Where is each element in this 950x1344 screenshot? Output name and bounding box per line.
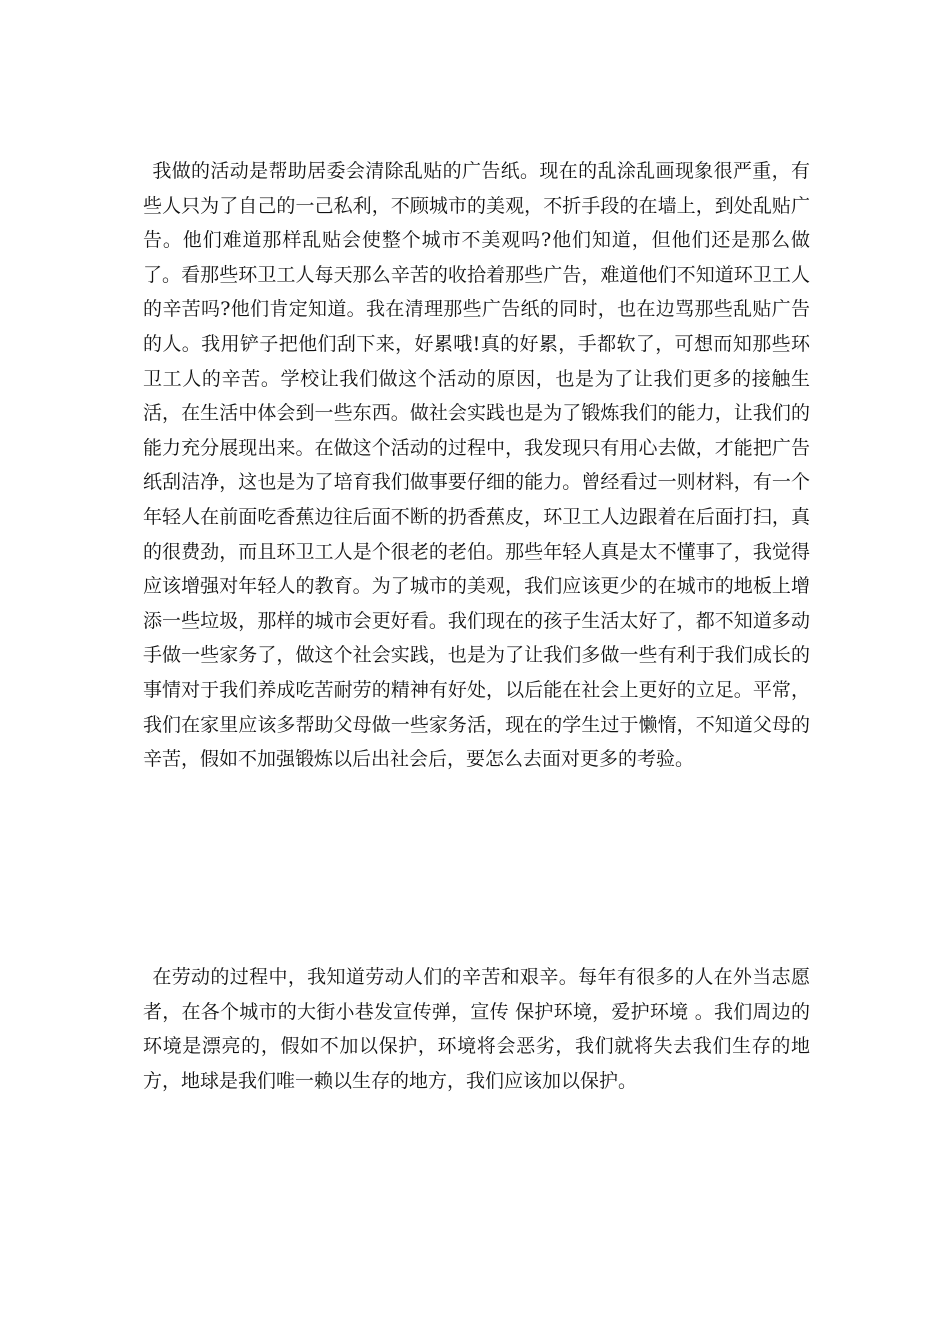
- paragraph-2: [143, 960, 810, 1098]
- paragraph-1: [143, 154, 810, 777]
- paragraph-1-text: 我做的活动是帮助居委会清除乱贴的广告纸。现在的乱涂乱画现象很严重，有些人只为了自己的一己私利，不顾城市的美观，不折手段的在墙上，到处乱贴广告。他们难道那样乱贴会使整个城市不美观吗?他们知道，但他们还是那么做了。看那些环卫工人每天那么辛苦的收拾着那些广告，难道他们不知道环卫工人的辛苦吗?他们肯定知道。我在清理那些广告纸的同时，也在边骂那些乱贴广告的人。我用铲子把他们刮下来，好累哦!真的好累，手都软了，可想而知那些环卫工人的辛苦。学校让我们做这个活动的原因，也是为了让我们更多的接触生活，在生活中体会到一些东西。做社会实践也是为了锻炼我们的能力，让我们的能力充分展现出来。在做这个活动的过程中，我发现只有用心去做，才能把广告纸刮洁净，这也是为了培育我们做事要仔细的能力。曾经看过一则材料，有一个年轻人在前面吃香蕉边往后面不断的扔香蕉皮，环卫工人边跟着在后面打扫，真的很费劲，而且环卫工人是个很老的老伯。那些年轻人真是太不懂事了，我觉得应该增强对年轻人的教育。为了城市的美观，我们应该更少的在城市的地板上增添一些垃圾，那样的城市会更好看。我们现在的孩子生活太好了，都不知道多动手做一些家务了，做这个社会实践，也是为了让我们多做一些有利于我们成长的事情对于我们养成吃苦耐劳的精神有好处，以后能在社会上更好的立足。平常，我们在家里应该多帮助父母做一些家务活，现在的学生过于懒惰，不知道父母的辛苦，假如不加强锻炼以后出社会后，要怎么去面对更多的考验。: [143, 160, 810, 771]
- paragraph-2-text: 在劳动的过程中，我知道劳动人们的辛苦和艰辛。每年有很多的人在外当志愿者，在各个城市的大街小巷发宣传弹，宣传 保护环境，爱护环境 。我们周边的环境是漂亮的，假如不加以保护，环境将会恶劣，我们就将失去我们生存的地方，地球是我们唯一赖以生存的地方，我们应该加以保护。: [143, 966, 810, 1092]
